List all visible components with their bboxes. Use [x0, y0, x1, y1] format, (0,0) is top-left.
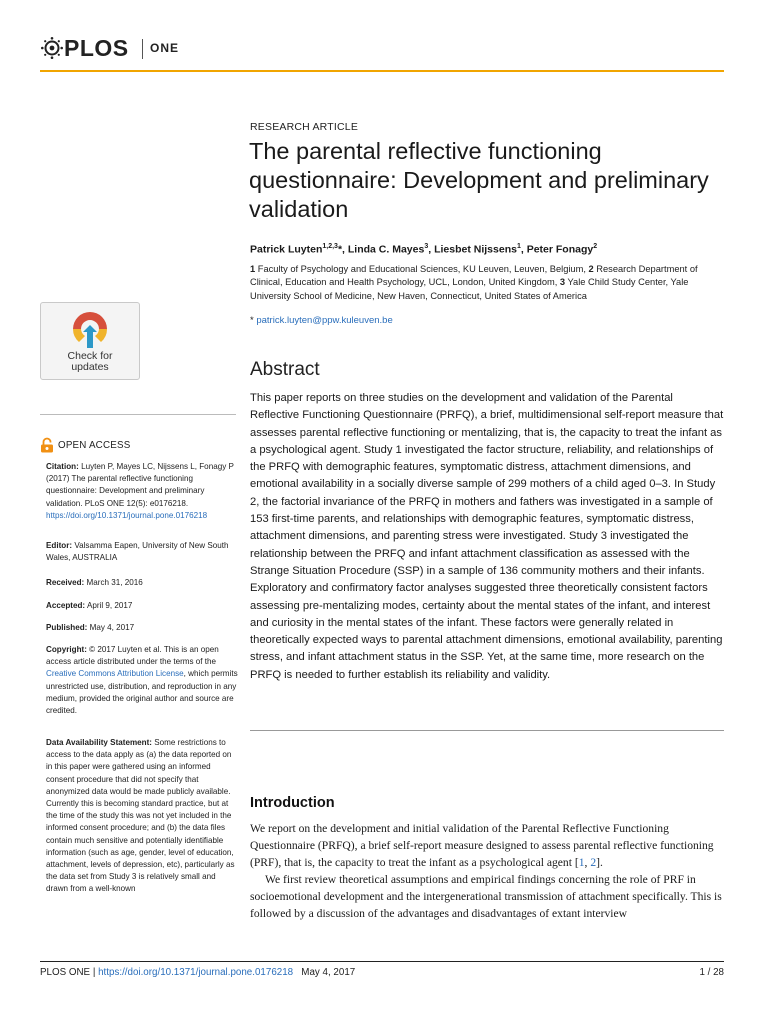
- corresponding-author: [250, 315, 393, 326]
- author-name[interactable]: Linda C. Mayes: [347, 243, 425, 256]
- affiliation-number: 2: [588, 264, 594, 274]
- abstract-heading: Abstract: [250, 359, 320, 380]
- reference-link[interactable]: 1: [578, 856, 585, 870]
- affiliation-text: Faculty of Psychology and Educational Sciences, KU Leuven, Leuven, Belgium,: [257, 264, 586, 274]
- reference-link[interactable]: 2: [590, 856, 597, 870]
- abstract-text: This paper reports on three studies on the development and validation of the Parental Reflective Functioning Questionnaire (PRFQ), a brief, multidimensional self-report measure that assesses parental reflective functioning or mentalizing, that is, the capacity to treat the infant as a psychological agent. Study 1 investigated the factor structure, reliability, and relationships of the PRFQ with demographic features, symptomatic distress, attachment dimensions, and emotional availability in a socially diverse sample of 299 mothers of a child aged 0–3. In Study 2, the factorial invariance of the PRFQ in mothers and fathers was investigated in a sample of 153 first-time parents, and relationships with demographic features, symptomatic distress, attachment dimensions, and parenting stress were investigated. Study 3 investigated the relationship between the PRFQ and infant attachment classification as assessed with the Strange Situation Procedure (SSP) in a sample of 136 community mothers and their infants. Exploratory and confirmatory factor analyses suggested three theoretically consistent factors assessing pre-mentalizing modes, certainty about the mental states of the infant, and interest and curiosity in the mental states of the infant. These factors were generally related in theoretically expected ways to parental attachment dimensions, emotional availability, parenting stress, and infant attachment status in the SSP. Yet, at the same time, more research on the PRFQ is needed to further establish its reliability and validity.: [250, 392, 724, 681]
- author-name[interactable]: Peter Fonagy: [526, 243, 594, 256]
- footer-citation: [40, 967, 355, 978]
- footer-rule: [40, 961, 724, 962]
- plos-logo-mark-icon: [40, 36, 64, 60]
- citation-block: [46, 461, 238, 522]
- citation-label: Citation:: [46, 462, 79, 471]
- corresponding-mark: *: [337, 243, 343, 256]
- accepted-label: Accepted:: [46, 601, 86, 610]
- author-affiliation-mark: 2: [593, 243, 598, 250]
- plos-one-logo[interactable]: [40, 33, 190, 65]
- received-date: March 31, 2016: [86, 578, 143, 587]
- data-availability-block: [46, 737, 238, 896]
- check-for-updates-badge[interactable]: [40, 302, 140, 380]
- intro-text-end: ].: [596, 856, 603, 870]
- published-date: May 4, 2017: [89, 623, 135, 632]
- introduction-paragraph-2: We first review theoretical assumptions and empirical findings concerning the role of PRF in socioemotional development and the intergenerational transmission of attachment specifically. This is followed by a discussion of the advantages and disadvantages of extant interview: [250, 873, 722, 921]
- cc-license-link[interactable]: Creative Commons Attribution License: [46, 669, 184, 679]
- check-for-updates-label: Check for: [67, 350, 113, 362]
- article-title: The parental reflective functioning questionnaire: Development and preliminary validation: [249, 138, 709, 222]
- affiliation-number: 3: [559, 277, 566, 288]
- received-block: [46, 577, 238, 589]
- article-type: RESEARCH ARTICLE: [250, 121, 359, 133]
- header-rule: [40, 70, 724, 72]
- author-list: Patrick Luyten$^{1,2,3}$*, Linda C. Mayes$^3$, Liesbet Nijssens$^1$, Peter Fonagy$^2$: [250, 243, 598, 256]
- editor-block: [46, 540, 238, 564]
- open-lock-icon: [40, 437, 54, 453]
- check-for-updates-label-2: updates: [71, 361, 109, 373]
- affiliation-text: Research Department of Clinical, Education and Health Psychology, UCL, London, United Kingdom,: [250, 264, 698, 288]
- introduction-paragraph: [250, 820, 725, 872]
- check-for-updates-icon: [69, 310, 111, 350]
- logo-brand-text: PLOS: [64, 35, 129, 61]
- footer-date: May 4, 2017: [301, 967, 356, 978]
- introduction-heading: Introduction: [250, 795, 335, 811]
- published-block: [46, 622, 238, 634]
- author-name[interactable]: Patrick Luyten: [250, 243, 323, 256]
- editor-label: Editor:: [46, 541, 73, 550]
- data-availability-label: Data Availability Statement:: [46, 738, 152, 747]
- copyright-text-2: , which permits unrestricted use, distribution, and reproduction in any medium, provided the original author and source are credited.: [46, 669, 238, 716]
- footer-separator: |: [92, 967, 96, 978]
- sidebar-divider: [40, 414, 236, 415]
- citation-doi-link[interactable]: https://doi.org/10.1371/journal.pone.0176218: [46, 510, 208, 520]
- data-availability-text: Some restrictions to access to the data apply as (a) the data reported on in this paper were gathered using an informed consent procedure that did not specify that anonymized data would be made publicly available. Currently this is becoming standard practice, but at the time of the study this was not yet included in the informed consent procedure; and (b) the data files contain much sensitive and potentially identifiable information (such as age, gender, level of education, attachment, levels of depression, etc), particularly as the data set from Study 3 is relatively small and drawn from a well-known: [46, 738, 235, 894]
- author-affiliation-mark: 1: [516, 243, 521, 250]
- affiliations: [250, 263, 720, 303]
- footer-doi-link[interactable]: https://doi.org/10.1371/journal.pone.0176218: [98, 967, 294, 978]
- affiliation-text: Yale Child Study Center, Yale University School of Medicine, New Haven, Connecticut, United States of America: [250, 277, 689, 301]
- reference-separator: ,: [584, 856, 591, 870]
- copyright-block: [46, 644, 238, 717]
- editor-text: Valsamma Eapen, University of New South Wales, AUSTRALIA: [46, 541, 229, 563]
- logo-journal-text: ONE: [150, 41, 180, 55]
- author-name[interactable]: Liesbet Nijssens: [434, 243, 517, 256]
- corresponding-mark: *: [250, 315, 254, 326]
- abstract-divider: [250, 730, 724, 731]
- copyright-text: © 2017 Luyten et al. This is an open access article distributed under the terms of the: [46, 645, 219, 667]
- page-number: 1 / 28: [699, 967, 724, 978]
- corresponding-email-link[interactable]: patrick.luyten@ppw.kuleuven.be: [256, 315, 393, 326]
- copyright-label: Copyright:: [46, 645, 87, 654]
- accepted-block: [46, 600, 238, 612]
- accepted-date: April 9, 2017: [86, 601, 133, 610]
- open-access-label: OPEN ACCESS: [58, 440, 131, 451]
- citation-text: Luyten P, Mayes LC, Nijssens L, Fonagy P (2017) The parental reflective functioning questionnaire: Development and preliminary validation. PLoS ONE 12(5): e0176218.: [46, 462, 234, 508]
- affiliation-number: 1: [250, 264, 256, 274]
- logo-divider: [142, 39, 143, 59]
- received-label: Received:: [46, 578, 85, 587]
- footer-journal: PLOS ONE: [40, 967, 91, 978]
- published-label: Published:: [46, 623, 88, 632]
- author-affiliation-mark: 1,2,3: [322, 243, 338, 250]
- intro-text: We report on the development and initial validation of the Parental Reflective Functioning Questionnaire (PRFQ), a brief self-report measure designed to assess parental reflective functioning (PRF), that is, the capacity to treat the infant as a psychological agent [: [250, 822, 714, 870]
- author-affiliation-mark: 3: [424, 243, 429, 250]
